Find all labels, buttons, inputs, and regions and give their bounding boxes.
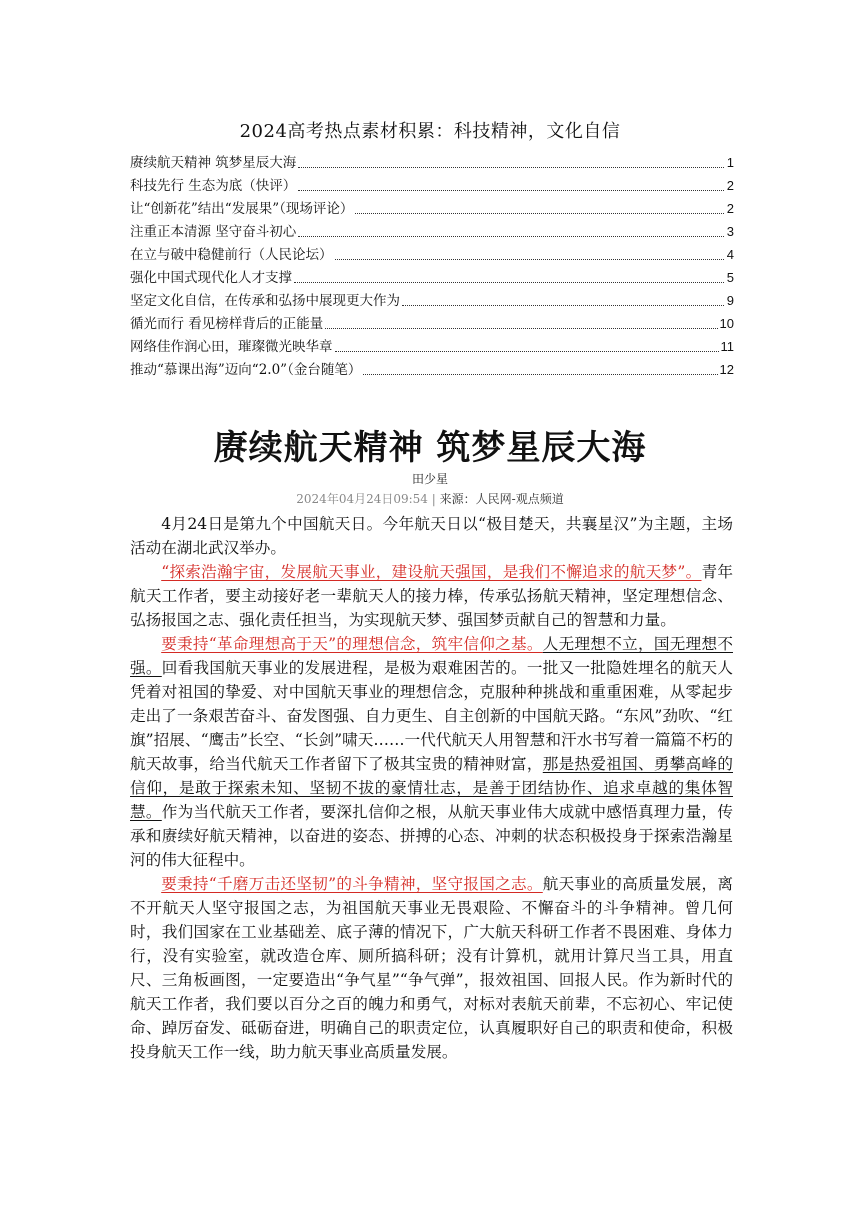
underlined-text: 人无理想不立，国无理想不强。 — [130, 635, 733, 677]
toc-leader-dots — [294, 281, 724, 283]
toc-leader-dots — [298, 189, 724, 191]
paragraph-2 — [130, 560, 733, 632]
toc-entry-title: 让“创新花”结出“发展果”（现场评论） — [130, 201, 354, 217]
underlined-text: 那是热爱祖国、勇攀高峰的信仰，是敢于探索未知、坚韧不拔的豪情壮志，是善于团结协作、追求卓越的集体智慧。 — [130, 755, 733, 821]
highlight-red-text: 要秉持“千磨万击还坚韧”的斗争精神，坚守报国之志。 — [161, 875, 543, 893]
toc-entry-page: 11 — [720, 339, 734, 354]
paragraph-text: 青年航天工作者，要主动接好老一辈航天人的接力棒，传承弘扬航天精神，坚定理想信念、弘扬报国之志、强化责任担当，为实现航天梦、强国梦贡献自己的智慧和力量。 — [130, 563, 733, 629]
paragraph-3 — [130, 632, 733, 872]
toc-entry-title: 循光而行 看见榜样背后的正能量 — [130, 316, 324, 332]
toc-leader-dots — [363, 373, 717, 375]
article-source: 来源：人民网-观点频道 — [439, 492, 564, 506]
highlight-red-text: 要秉持“革命理想高于天”的理想信念，筑牢信仰之基。 — [161, 635, 543, 653]
toc-leader-dots — [355, 212, 724, 214]
toc-entry[interactable] — [130, 220, 734, 243]
article-title: 赓续航天精神 筑梦星辰大海 — [213, 428, 647, 468]
paragraph-text: 航天事业的高质量发展，离不开航天人坚守报国之志，为祖国航天事业无畏艰险、不懈奋斗的斗争精神。曾几何时，我们国家在工业基础差、底子薄的情况下，广大航天科研工作者不畏困难、身体力行，没有实验室，就改造仓库、厕所搞科研；没有计算机，就用计算尺当工具，用直尺、三角板画图，一定要造出“争气星”“争气弹”，报效祖国、回报人民。作为新时代的航天工作者，我们要以百分之百的魄力和勇气，对标对表航天前辈，不忘初心、牢记使命、踔厉奋发、砥砺奋进，明确自己的职责定位，认真履职好自己的职责和使命，积极投身航天工作一线，助力航天事业高质量发展。 — [130, 875, 733, 1061]
toc-entry-title: 网络佳作润心田，璀璨微光映华章 — [130, 339, 333, 355]
meta-separator: | — [431, 492, 436, 506]
document-title: 2024高考热点素材积累：科技精神，文化自信 — [239, 121, 621, 142]
paragraph-4 — [130, 872, 733, 1064]
toc-entry-title: 科技先行 生态为底（快评） — [130, 178, 297, 194]
toc-leader-dots — [335, 258, 725, 260]
toc-entry[interactable] — [130, 151, 734, 174]
highlight-red-text: “探索浩瀚宇宙，发展航天事业，建设航天强国，是我们不懈追求的航天梦”。 — [161, 563, 702, 581]
toc-entry[interactable] — [130, 289, 734, 312]
article-datetime: 2024年04月24日09:54 — [296, 492, 428, 506]
toc-entry[interactable] — [130, 312, 734, 335]
toc-leader-dots — [298, 166, 724, 168]
article-author: 田少星 — [411, 472, 448, 486]
article-meta — [0, 490, 860, 507]
toc-entry-page: 10 — [719, 316, 734, 331]
toc-entry-page: 12 — [719, 362, 734, 377]
toc-leader-dots — [402, 304, 724, 306]
toc-entry[interactable] — [130, 266, 734, 289]
paragraph-text: 回看我国航天事业的发展进程，是极为艰难困苦的。一批又一批隐姓埋名的航天人凭着对祖国的挚爱、对中国航天事业的理想信念，克服种种挑战和重重困难，从零起步走出了一条艰苦奋斗、奋发图强、自力更生、自主创新的中国航天路。“东风”劲吹、“红旗”招展、“鹰击”长空、“长剑”啸天……一代代航天人用智慧和汗水书写着一篇篇不朽的航天故事，给当代航天工作者留下了极其宝贵的精神财富， — [130, 659, 733, 773]
toc-entry-page: 5 — [726, 270, 734, 285]
toc-entry-page: 2 — [726, 201, 734, 216]
toc-leader-dots — [298, 235, 724, 237]
toc-entry[interactable] — [130, 335, 734, 358]
toc-entry-title: 注重正本清源 坚守奋斗初心 — [130, 224, 297, 240]
toc-entry-page: 9 — [726, 293, 734, 308]
toc-entry-page: 1 — [726, 155, 734, 170]
paragraph-1: 4月24日是第九个中国航天日。今年航天日以“极目楚天，共襄星汉”为主题，主场活动在湖北武汉举办。 — [130, 515, 733, 557]
table-of-contents — [130, 151, 734, 381]
toc-entry-title: 坚定文化自信，在传承和弘扬中展现更大作为 — [130, 293, 400, 309]
toc-entry-page: 4 — [726, 247, 734, 262]
toc-entry-title: 推动“慕课出海”迈向“2.0”（金台随笔） — [130, 362, 362, 378]
toc-entry-title: 赓续航天精神 筑梦星辰大海 — [130, 155, 297, 171]
toc-entry[interactable] — [130, 243, 734, 266]
article-body — [130, 512, 733, 1064]
toc-entry-page: 3 — [726, 224, 734, 239]
toc-leader-dots — [335, 350, 719, 352]
toc-entry[interactable] — [130, 197, 734, 220]
toc-entry[interactable] — [130, 174, 734, 197]
toc-entry[interactable] — [130, 358, 734, 381]
toc-leader-dots — [325, 327, 717, 329]
toc-entry-page: 2 — [726, 178, 734, 193]
toc-entry-title: 在立与破中稳健前行（人民论坛） — [130, 247, 333, 263]
paragraph-text: 作为当代航天工作者，要深扎信仰之根，从航天事业伟大成就中感悟真理力量，传承和赓续好航天精神，以奋进的姿态、拼搏的心态、冲刺的状态积极投身于探索浩瀚星河的伟大征程中。 — [130, 803, 733, 869]
toc-entry-title: 强化中国式现代化人才支撑 — [130, 270, 292, 286]
